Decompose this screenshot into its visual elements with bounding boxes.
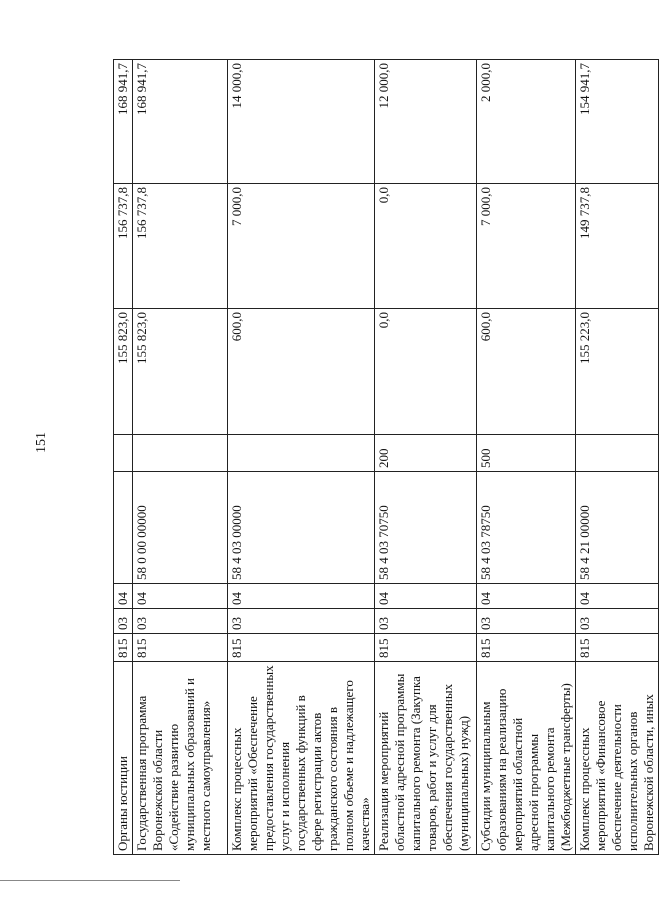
cell-ministry: 815 xyxy=(114,634,133,662)
cell-year-2: 7 000,0 xyxy=(228,184,375,309)
cell-subsection: 04 xyxy=(576,584,659,609)
table-row xyxy=(114,60,133,855)
cell-ministry: 815 xyxy=(576,634,659,662)
cell-ministry: 815 xyxy=(228,634,375,662)
table-body xyxy=(114,60,659,855)
cell-year-1: 0,0 xyxy=(375,309,477,435)
cell-year-3: 154 941,7 xyxy=(576,60,659,184)
table-row xyxy=(375,60,477,855)
cell-section: 03 xyxy=(477,609,576,634)
cell-target-article: 58 4 03 00000 xyxy=(228,472,375,584)
cell-year-1: 155 223,0 xyxy=(576,309,659,435)
table-row xyxy=(576,60,659,855)
cell-year-1: 600,0 xyxy=(228,309,375,435)
cell-year-2: 156 737,8 xyxy=(114,184,133,309)
budget-table-rotated xyxy=(113,60,656,855)
cell-target-article: 58 4 03 78750 xyxy=(477,472,576,584)
cell-subsection: 04 xyxy=(228,584,375,609)
cell-ministry: 815 xyxy=(133,634,228,662)
cell-target-article: 58 0 00 00000 xyxy=(133,472,228,584)
table-row xyxy=(228,60,375,855)
cell-section: 03 xyxy=(228,609,375,634)
cell-section: 03 xyxy=(375,609,477,634)
cell-expense-type: 500 xyxy=(477,435,576,472)
cell-expense-type xyxy=(133,435,228,472)
cell-name: Субсидии муниципальным образованиям на реализацию мероприятий областной адресной программы капитального ремонта (Межбюджетные трансферты) xyxy=(477,662,576,855)
cell-section: 03 xyxy=(576,609,659,634)
cell-target-article: 58 4 03 70750 xyxy=(375,472,477,584)
cell-target-article xyxy=(114,472,133,584)
cell-year-3: 14 000,0 xyxy=(228,60,375,184)
cell-year-2: 0,0 xyxy=(375,184,477,309)
cell-year-3: 168 941,7 xyxy=(133,60,228,184)
page-number: 151 xyxy=(34,432,49,453)
cell-subsection: 04 xyxy=(133,584,228,609)
cell-year-2: 7 000,0 xyxy=(477,184,576,309)
cell-section: 03 xyxy=(133,609,228,634)
cell-year-1: 155 823,0 xyxy=(133,309,228,435)
cell-expense-type xyxy=(114,435,133,472)
cell-target-article: 58 4 21 00000 xyxy=(576,472,659,584)
cell-name: Органы юстиции xyxy=(114,662,133,855)
cell-year-3: 2 000,0 xyxy=(477,60,576,184)
cell-year-1: 155 823,0 xyxy=(114,309,133,435)
cell-year-2: 149 737,8 xyxy=(576,184,659,309)
cell-name: Комплекс процессных мероприятий «Обеспечение предоставления государственных услуг и исполнения государственных функций в сфере регистрации актов гражданского состояния в полном объеме и надлежащего качества» xyxy=(228,662,375,855)
page-bottom-rule xyxy=(0,880,180,881)
cell-year-2: 156 737,8 xyxy=(133,184,228,309)
cell-name: Государственная программа Воронежской области «Содействие развитию муниципальных образований и местного самоуправления» xyxy=(133,662,228,855)
cell-expense-type xyxy=(576,435,659,472)
cell-year-1: 600,0 xyxy=(477,309,576,435)
cell-year-3: 168 941,7 xyxy=(114,60,133,184)
cell-section: 03 xyxy=(114,609,133,634)
table-row xyxy=(477,60,576,855)
cell-name: Комплекс процессных мероприятий «Финансовое обеспечение деятельности исполнительных органов Воронежской области, иных xyxy=(576,662,659,855)
cell-ministry: 815 xyxy=(477,634,576,662)
table-row xyxy=(133,60,228,855)
cell-subsection: 04 xyxy=(375,584,477,609)
budget-table xyxy=(113,59,659,855)
cell-expense-type xyxy=(228,435,375,472)
cell-year-3: 12 000,0 xyxy=(375,60,477,184)
cell-expense-type: 200 xyxy=(375,435,477,472)
cell-name: Реализация мероприятий областной адресной программы капитального ремонта (Закупка товаров, работ и услуг для обеспечения государственных (муниципальных) нужд) xyxy=(375,662,477,855)
cell-subsection: 04 xyxy=(477,584,576,609)
cell-subsection: 04 xyxy=(114,584,133,609)
cell-ministry: 815 xyxy=(375,634,477,662)
